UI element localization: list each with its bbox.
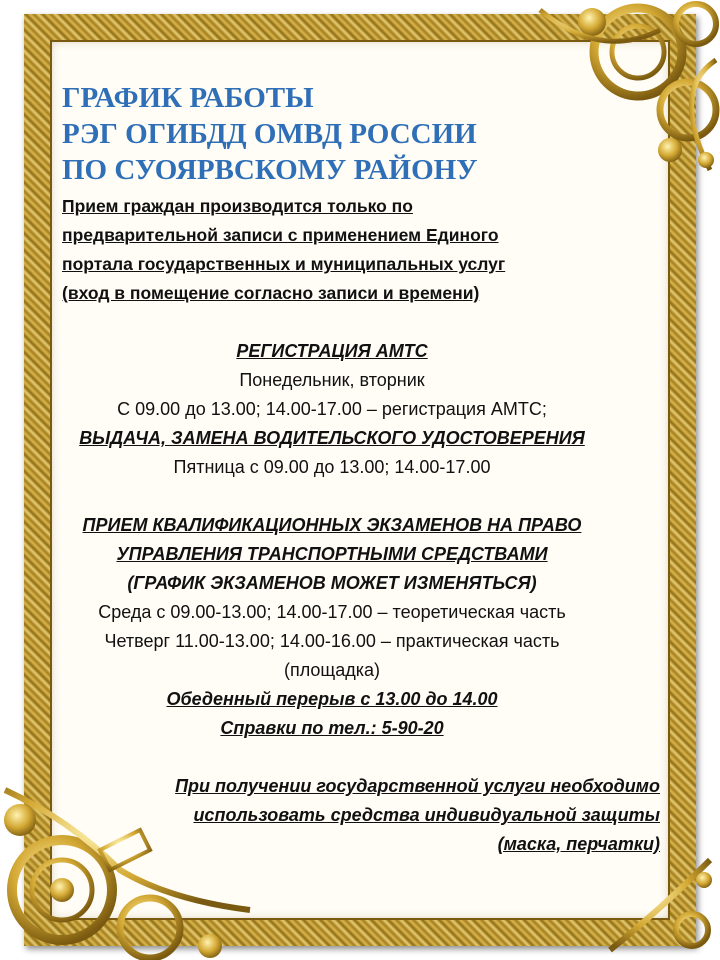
notice-line: При получении государственной услуги необходимо [175,776,660,796]
registration-section [62,337,602,482]
phone-info: Справки по тел.: 5-90-20 [220,718,444,738]
title-line: РЭГ ОГИБДД ОМВД РОССИИ [62,118,477,150]
exams-theory: Среда с 09.00-13.00; 14.00-17.00 – теоретическая часть [98,602,566,622]
intro-line: портала государственных и муниципальных услуг [62,254,506,274]
title-line: ГРАФИК РАБОТЫ [62,82,314,114]
page-title [62,80,662,188]
exams-heading-line: ПРИЕМ КВАЛИФИКАЦИОННЫХ ЭКЗАМЕНОВ НА ПРАВО [82,515,582,535]
intro-text [62,192,662,308]
notice-content [62,80,662,859]
registration-heading: РЕГИСТРАЦИЯ АМТС [236,341,428,361]
registration-hours: С 09.00 до 13.00; 14.00-17.00 – регистрация АМТС; [117,399,547,419]
exams-heading-line: УПРАВЛЕНИЯ ТРАНСПОРТНЫМИ СРЕДСТВАМИ [116,544,548,564]
exams-practice-note: (площадка) [283,660,381,680]
intro-line: Прием граждан производится только по [62,196,413,216]
registration-days: Понедельник, вторник [239,370,425,390]
license-hours: Пятница с 09.00 до 13.00; 14.00-17.00 [173,457,491,477]
exams-heading-line: (ГРАФИК ЭКЗАМЕНОВ МОЖЕТ ИЗМЕНЯТЬСЯ) [127,573,537,593]
lunch-break: Обеденный перерыв с 13.00 до 14.00 [166,689,498,709]
notice-line: (маска, перчатки) [497,834,660,854]
exams-practice: Четверг 11.00-13.00; 14.00-16.00 – практическая часть [104,631,560,651]
intro-line: предварительной записи с применением Единого [62,225,499,245]
title-line: ПО СУОЯРВСКОМУ РАЙОНУ [62,154,478,186]
license-heading: ВЫДАЧА, ЗАМЕНА ВОДИТЕЛЬСКОГО УДОСТОВЕРЕНИЯ [79,428,585,448]
safety-notice [62,772,662,859]
notice-line: использовать средства индивидуальной защиты [193,805,660,825]
intro-line: (вход в помещение согласно записи и времени) [62,283,480,303]
exams-section [62,511,602,743]
